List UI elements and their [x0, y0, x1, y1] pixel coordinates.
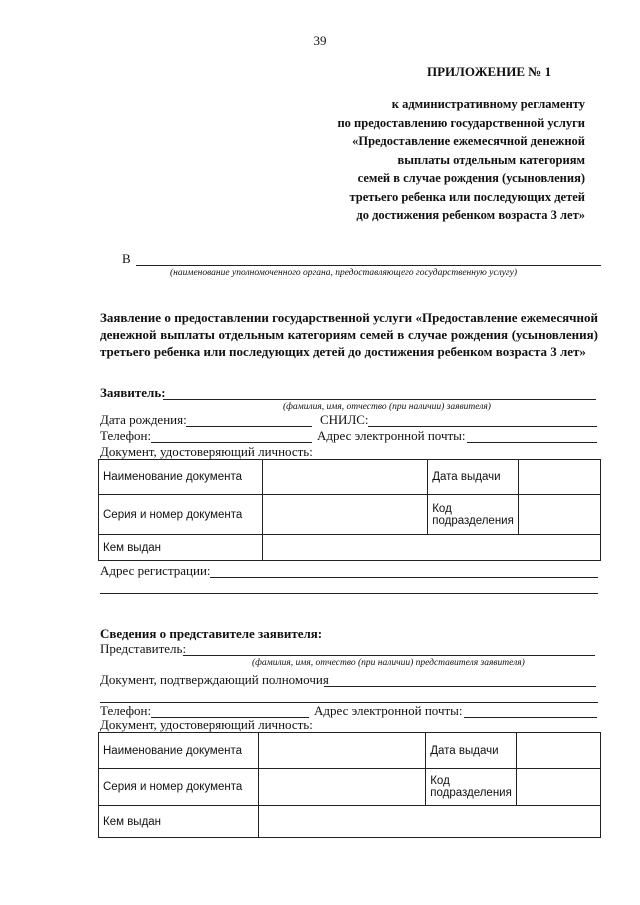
authority-doc-label: Документ, подтверждающий полномочия — [100, 672, 329, 687]
recipient-prefix: В — [122, 251, 131, 266]
rep-issue-date-label: Дата выдачи — [426, 733, 517, 769]
recipient-hint: (наименование уполномоченного органа, предоставляющего государственную услугу) — [170, 268, 518, 278]
rep-series-number-field[interactable] — [258, 769, 425, 806]
email-field[interactable] — [467, 442, 597, 443]
appendix-line: выплаты отдельным категориям — [397, 152, 585, 167]
rep-email-field[interactable] — [464, 717, 597, 718]
rep-phone-label: Телефон: — [100, 703, 152, 718]
page-number: 39 — [313, 33, 327, 48]
rep-issued-by-field[interactable] — [258, 806, 600, 838]
issued-by-label: Кем выдан — [99, 535, 263, 561]
appendix-line: «Предоставление ежемесячной денежной — [352, 134, 585, 148]
reg-address-field[interactable] — [210, 577, 598, 578]
snils-label: СНИЛС: — [320, 412, 369, 427]
representative-label: Представитель: — [100, 641, 187, 656]
snils-field[interactable] — [368, 426, 597, 427]
rep-series-number-label: Серия и номер документа — [99, 769, 259, 806]
applicant-label: Заявитель: — [100, 385, 166, 400]
doc-name-field[interactable] — [262, 460, 427, 495]
rep-doc-name-label: Наименование документа — [99, 733, 259, 769]
appendix-reference — [285, 95, 585, 225]
representative-section-title: Сведения о представителе заявителя: — [100, 626, 323, 641]
appendix-title: ПРИЛОЖЕНИЕ № 1 — [427, 64, 552, 79]
rep-issue-date-field[interactable] — [517, 733, 601, 769]
applicant-id-table — [98, 459, 601, 561]
representative-hint: (фамилия, имя, отчество (при наличии) представителя заявителя) — [252, 658, 525, 668]
dept-code-field[interactable] — [519, 495, 601, 535]
series-number-field[interactable] — [262, 495, 427, 535]
applicant-name-field[interactable] — [163, 399, 596, 400]
reg-address-field-2[interactable] — [100, 593, 598, 594]
rep-doc-name-field[interactable] — [258, 733, 425, 769]
authority-doc-field[interactable] — [324, 686, 596, 687]
applicant-hint: (фамилия, имя, отчество (при наличии) заявителя) — [283, 402, 491, 412]
rep-dept-code-label: Код подразделения — [426, 769, 517, 806]
birth-date-field[interactable] — [186, 426, 312, 427]
issue-date-label: Дата выдачи — [428, 460, 519, 495]
appendix-line: третьего ребенка или последующих детей — [349, 189, 585, 204]
email-label: Адрес электронной почты: — [317, 428, 466, 443]
id-doc-label: Документ, удостоверяющий личность: — [100, 444, 313, 459]
series-number-label: Серия и номер документа — [99, 495, 263, 535]
appendix-line: семей в случае рождения (усыновления) — [357, 171, 585, 185]
representative-id-table — [98, 732, 601, 838]
representative-name-field[interactable] — [183, 655, 595, 656]
rep-dept-code-field[interactable] — [517, 769, 601, 806]
recipient-field[interactable] — [136, 265, 601, 266]
statement-title: Заявление о предоставлении государственной услуги «Предоставление ежемесячной денежной выплаты отдельным категориям семей в случае рождения (усыновления) третьего ребенка или последующих детей до достижения ребенком возраста 3 лет» — [100, 310, 598, 359]
reg-address-label: Адрес регистрации: — [100, 563, 211, 578]
issue-date-field[interactable] — [519, 460, 601, 495]
phone-field[interactable] — [151, 442, 312, 443]
appendix-line: к административному регламенту — [391, 97, 585, 111]
rep-issued-by-label: Кем выдан — [99, 806, 259, 838]
dept-code-label: Код подразделения — [428, 495, 519, 535]
birth-date-label: Дата рождения: — [100, 412, 187, 427]
rep-email-label: Адрес электронной почты: — [314, 703, 463, 718]
rep-id-doc-label: Документ, удостоверяющий личность: — [100, 717, 313, 732]
phone-label: Телефон: — [100, 428, 152, 443]
appendix-line: по предоставлению государственной услуги — [337, 115, 585, 130]
issued-by-field[interactable] — [262, 535, 600, 561]
doc-name-label: Наименование документа — [99, 460, 263, 495]
appendix-line: до достижения ребенком возраста 3 лет» — [356, 208, 585, 222]
